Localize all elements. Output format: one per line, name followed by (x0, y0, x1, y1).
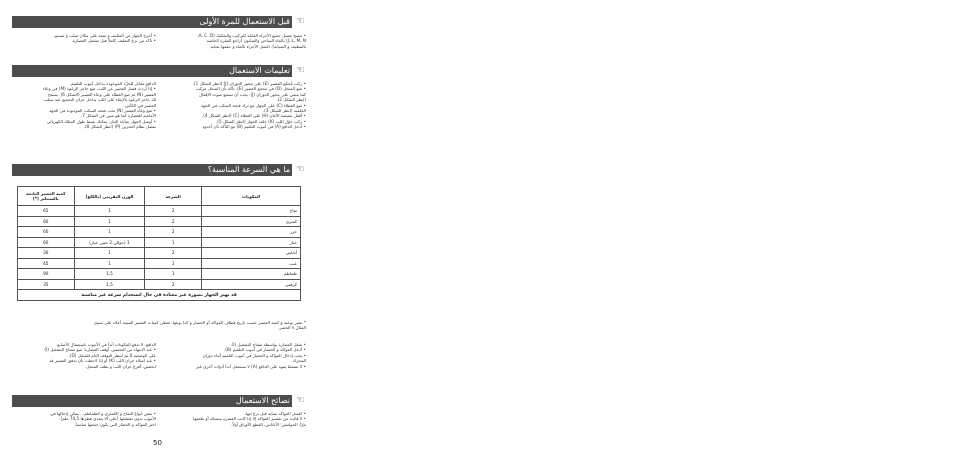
table-header-row (18, 187, 301, 206)
first-use-text-right: • تنصح بغسل جميع الأجزاء القابلة للتركيب والتفكيك (A، C، D، J، L، M، N) بالماء الساخن والصابون (راجع الفقرة الخاصة بالتنظيف و الصيانة). اغسل الأجزاء بالماء و جففها بعناية. (197, 33, 306, 49)
table-row: طماطم 1 1,5 90 (18, 269, 301, 280)
table-warning-row (18, 290, 301, 301)
section-title-speed: ما هي السرعة المناسبة؟ (207, 165, 290, 174)
section-bar-first-use (12, 16, 306, 28)
speed-table (17, 186, 301, 301)
pointing-hand-icon: ☜ (296, 164, 305, 175)
table-row: كرفس 2 1,5 35 (18, 279, 301, 290)
use-text-left: الدافع مقابل للحزّة الموجودة بداخل أنبوب التلقيم. • إذا أردت فصل العصير عن اللب، ضع حاجز الرغوة (M) في وعاء العصير (N) ثم ضع الغطاء على وعاء العصير (الشكل 6). يسمح لك حاجز الرغوة بالإبقاء على اللب بداخل خزان التجميع عند سكب العصير في الكأس. • ضع وعاء العصير (N) تحت فتحة السكب الموجودة في الجهة الأمامية للعصارة كما هو مبين في الشكل 7. • أوصل الجهاز بمأخذ التيار. يمكنك ضبط طول السلك الكهربائي بفضل نظام التخزين (P) (انظر الشكل 8). (42, 81, 156, 130)
tips-text-right: • اغسل الفواكه بعناية قبل نزع لبها. • لا فائدة من تقشير الفواكه إلا إذا كانت القشرة سميكة أو طعمها مرّاً. الحوامض: الأناناس، القطع الأوراق أولاً. (193, 411, 306, 427)
page-number: 50 (153, 439, 162, 447)
section-bar-tips (12, 395, 306, 407)
table-row: أناناس 2 1 30 (18, 248, 301, 259)
first-use-text-left: • أخرج الجهاز من التغليف و ضعه على مكان صلب و مستوٍ. • تأكد من نزع التغليف كاملاً قبل تشغيل العصارة. (53, 33, 156, 44)
table-row: خيار 1 1 (حوالي 2 حبتي خيار) 60 (18, 237, 301, 248)
section-title-use: تعليمات الاستعمال (229, 66, 290, 75)
table-row: جزر 2 1 60 (18, 227, 301, 238)
speed-warning: قد يهتز الجهاز بصورة غير معتادة في حال استخدام سرعة غير مناسبة (18, 290, 301, 301)
operation-text-right: • شغل العصارة بواسطة مفتاح التشغيل (I). • أدخل الفواكه و الخضار في أنبوب التلقيم (B). • يجب إدخال الفواكه و الخضار في أنبوب التلقيم أثناء دوران المحرك. • لا تضغط بقوة على الدافع (A) لا تستعمل أبداً أدوات أخرى غير (196, 342, 306, 369)
pointing-hand-icon: ☜ (296, 16, 305, 27)
manual-page (12, 8, 312, 447)
table-row: عنب 1 1 45 (18, 258, 301, 269)
header-speed: السرعة (145, 187, 202, 206)
table-row: كمثرى 2 1 60 (18, 216, 301, 227)
operation-text-left: الدافع. لا تدفع المكونات أبداً في الأنبوب باستعمال الأصابع. • عند الانتهاء من التحضير، أوقف العصارة: ضع مفتاح التشغيل (I) على الوضعية 0 ثم انتظر التوقف التام للمنخل (D). • عند امتلاء خزان اللب (K) أو إذا لاحظت بأن تدفق العصير قد انخفض، أفرغ خزان اللب و نظف المنخل. (44, 342, 156, 369)
section-bar-speed (12, 164, 306, 176)
use-text-right: • ركب مُجمّع العصير (E) على محور الدوران (J) (انظر الشكل 1). • ضع المنخل (D) في مجمع العصير (E). تأكد بأن المنخل مركب كما ينبغي على محور الدوران (J). يجب أن تسمع صوت الإقفال (انظر الشكل 2). • ضع الغطاء (C) على الجهاز مع ترك فتحة السكب في الجهة الخلفية (انظر الشكل 3). • أقفل مقبضة الأمان (H) على الغطاء (C) (انظر الشكل 4). • ركب حوّل اللب (K) خلف الجهاز (انظر الشكل 5). • أدخل الدافع (A) في أنبوب التلقيم (B) مع التأكد بأن أخدود (192, 81, 306, 130)
section-title-first-use: قبل الاستعمال للمرة الأولى (199, 17, 290, 26)
table-footnote: * تتغير نوعية و كمية العصير حسب تاريخ قطاف الفواكه أو الخضار و كذا نوعها. تعطى كميات العصير المبينة أعلاه على سبيل المثال لا الحصر. (93, 320, 306, 331)
pointing-hand-icon: ☜ (296, 395, 305, 406)
header-ingredients: المكونات (201, 187, 300, 206)
header-weight: الوزن التقريبي (بالكلغ) (74, 187, 145, 206)
header-juice: كمية العصير الناتجة بالسنتلتر (*) (18, 187, 75, 206)
section-bar-use (12, 65, 306, 77)
section-title-tips: نصائح الاستعمال (235, 396, 290, 405)
pointing-hand-icon: ☜ (296, 65, 305, 76)
table-row: تفاح 2 1 65 (18, 206, 301, 217)
tips-text-left: • بعض أنواع التفاح و الكمثرى و الطماطم... يمكن إدخالها في الأنبوب بدون تقطيعها (على ألا يتعدى قطرها 74,5 ملم). اختر الفواكه و الخضار التي يكون حجمها مناسباً. (50, 411, 156, 427)
